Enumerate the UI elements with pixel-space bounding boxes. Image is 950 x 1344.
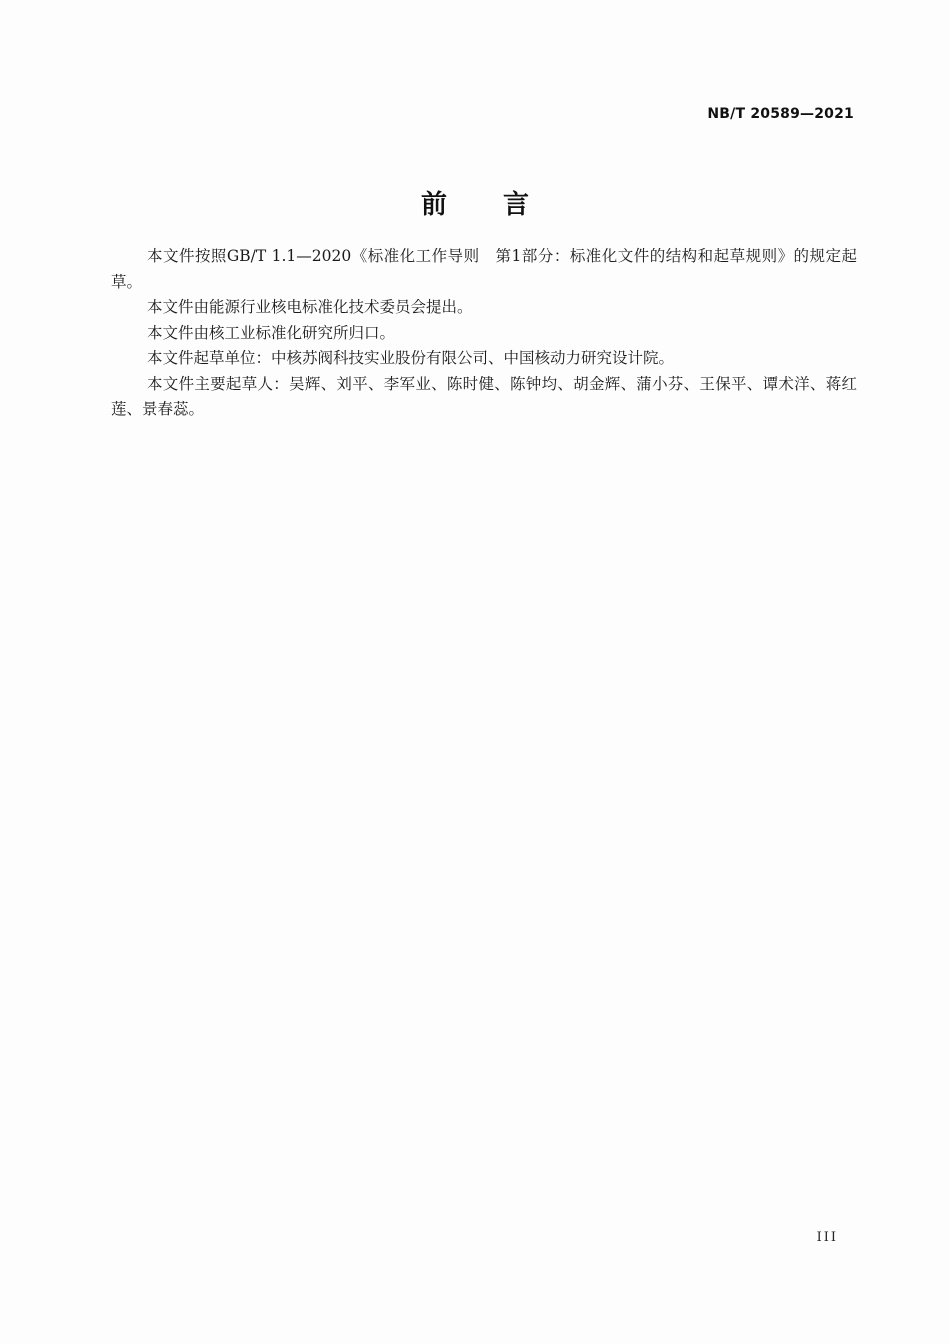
foreword-paragraph: 本文件起草单位：中核苏阀科技实业股份有限公司、中国核动力研究设计院。 (147, 349, 675, 367)
page-title: 前言 (420, 190, 585, 220)
foreword-paragraph: 本文件由核工业标准化研究所归口。 (147, 323, 396, 342)
foreword-paragraph: 本文件由能源行业核电标准化技术委员会提出。 (147, 298, 473, 316)
standard-number: NB/T 20589—2021 (707, 106, 854, 122)
foreword-paragraph: 本文件按照GB/T 1.1—2020《标准化工作导则 第1部分：标准化文件的结构和起草规则》的规定起草。 (111, 247, 857, 291)
foreword-paragraph: 本文件主要起草人：吴辉、刘平、李军业、陈时健、陈钟均、胡金辉、蒲小芬、王保平、谭术洋、蒋红莲、景春蕊。 (111, 374, 857, 418)
foreword-body (111, 244, 857, 423)
page-number: III (816, 1230, 838, 1245)
